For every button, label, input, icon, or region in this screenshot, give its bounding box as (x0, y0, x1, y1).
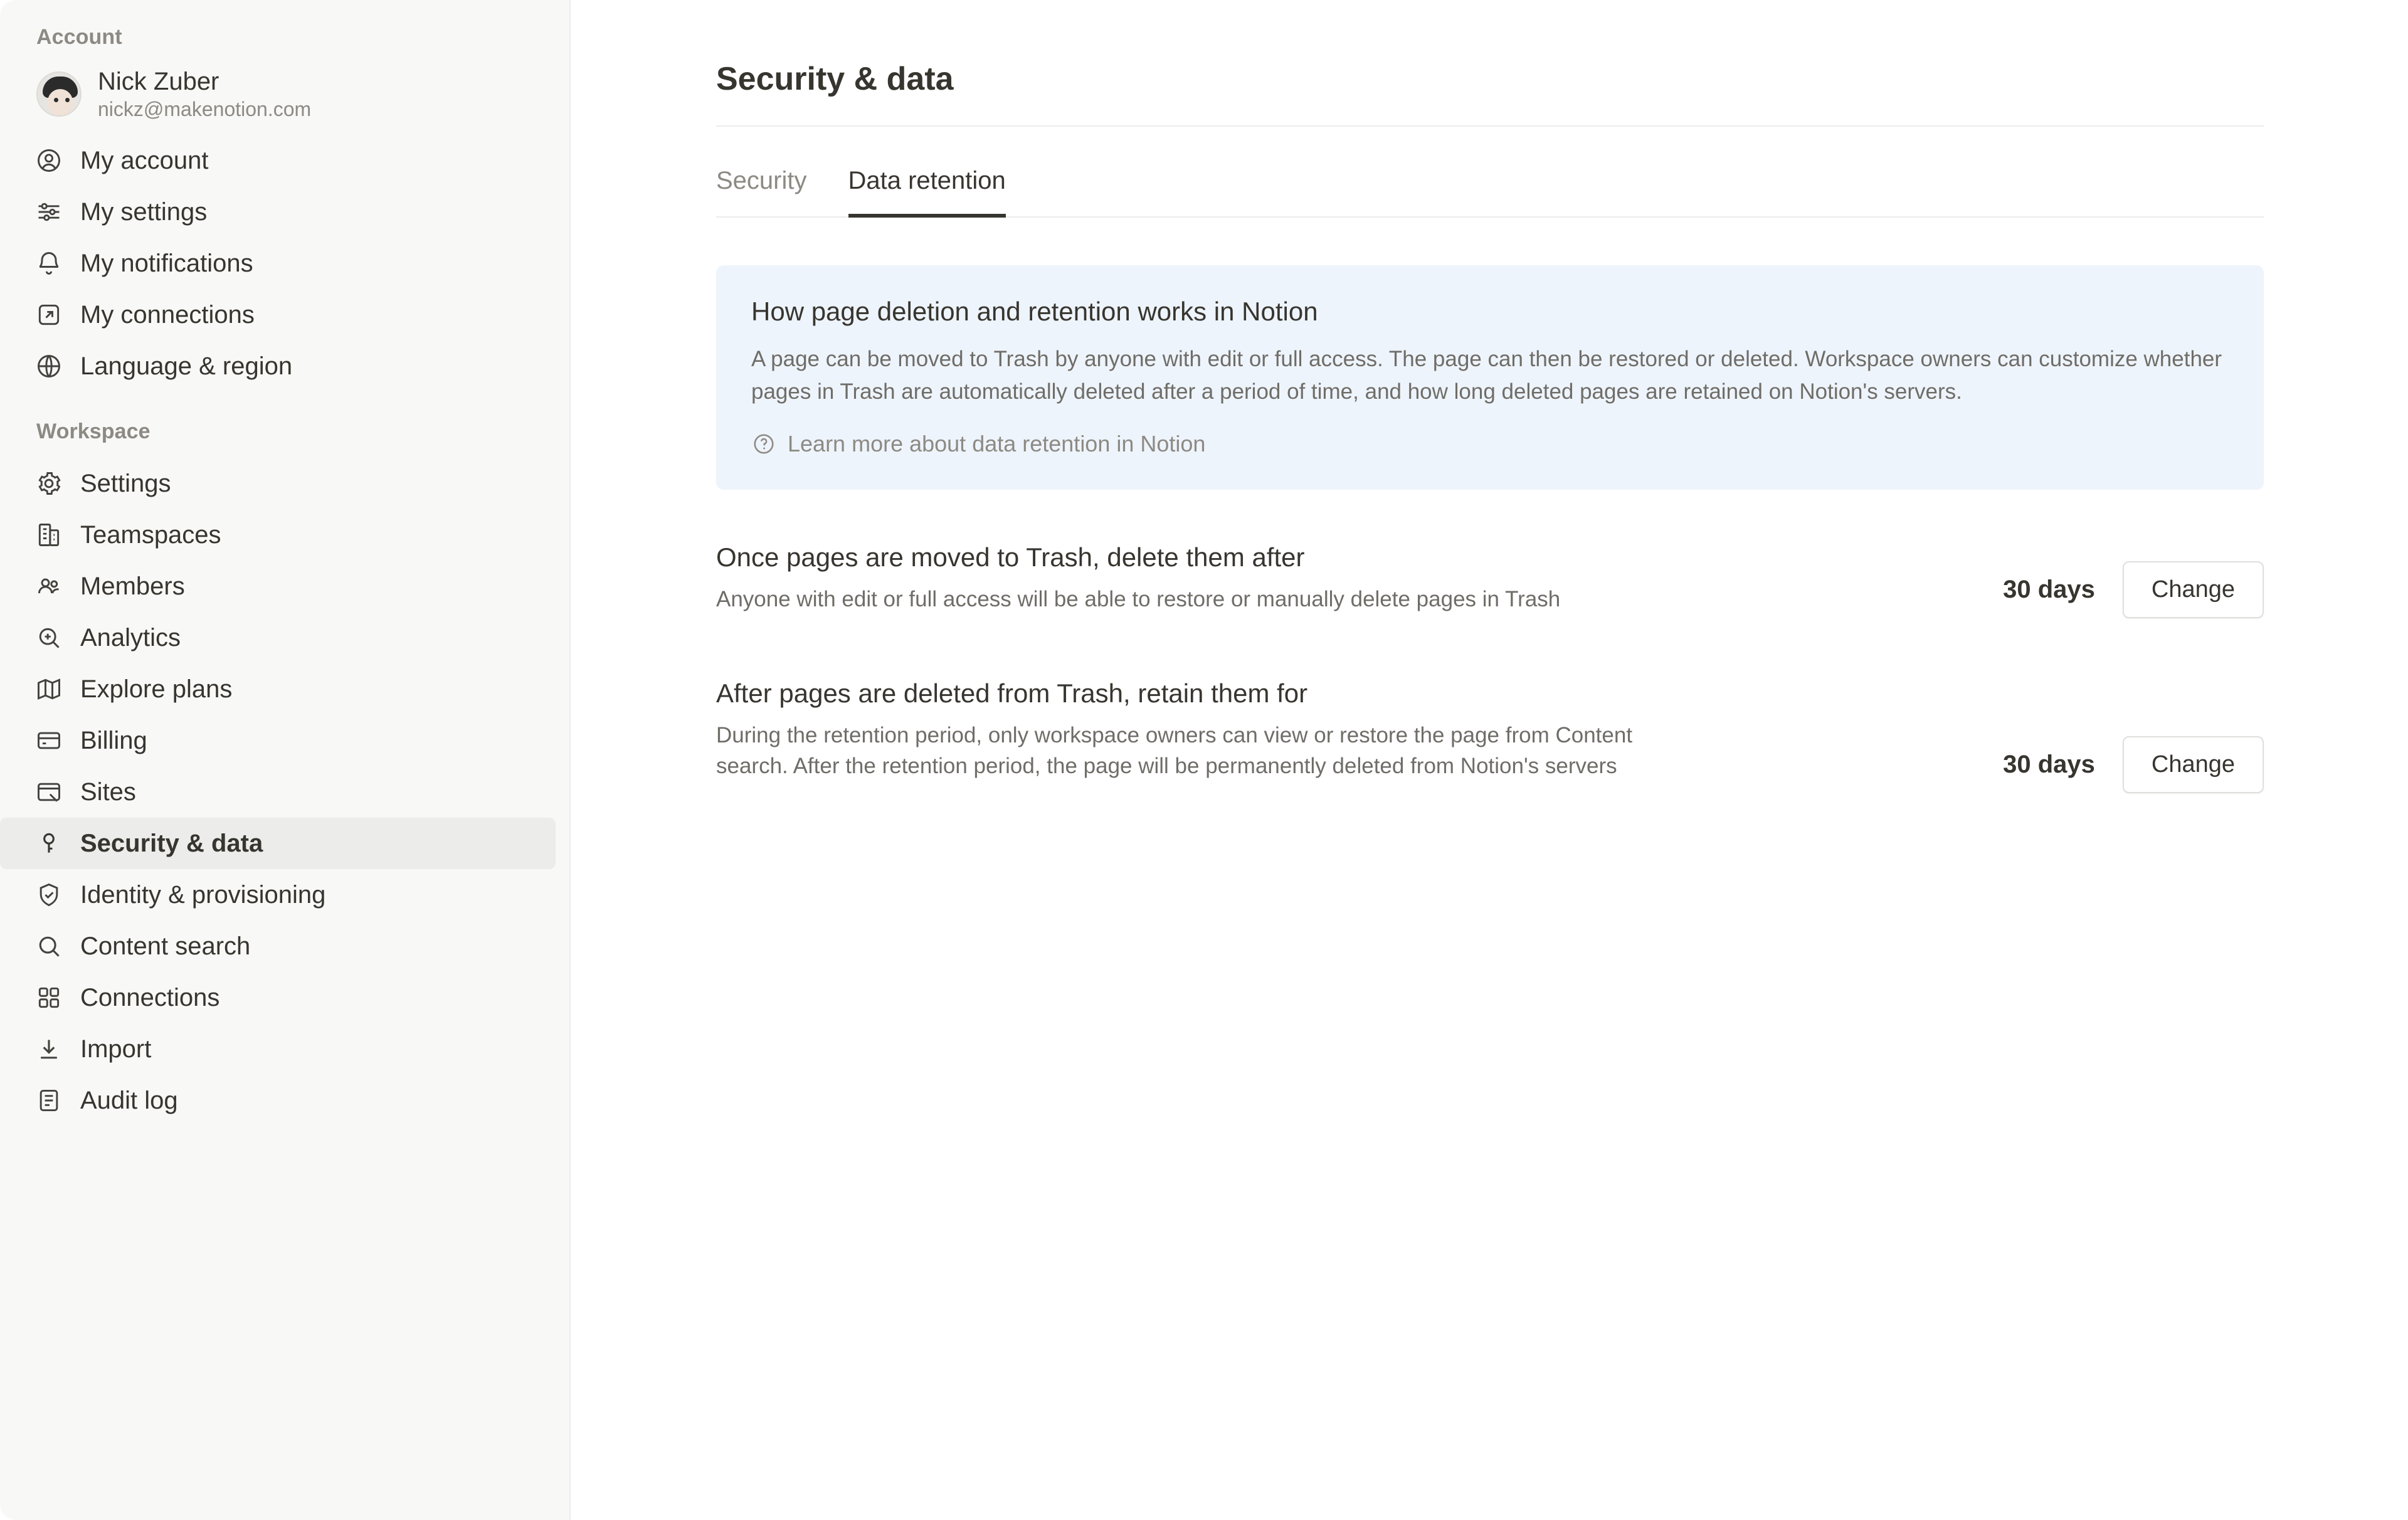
sidebar-item-connections[interactable] (0, 972, 556, 1023)
sidebar-item-label: My connections (80, 301, 255, 329)
people-icon (34, 571, 64, 601)
learn-more-link[interactable] (751, 431, 2229, 457)
sidebar-item-sites[interactable] (0, 766, 556, 818)
sidebar-item-security-and-data[interactable] (0, 818, 556, 869)
tab-bar (716, 142, 2264, 218)
gear-icon (34, 468, 64, 499)
credit-card-icon (34, 726, 64, 756)
setting-value: 30 days (2003, 750, 2095, 778)
change-button-trash-delete-after[interactable]: Change (2123, 561, 2264, 618)
sidebar-item-label: Explore plans (80, 675, 233, 704)
sidebar-item-audit-log[interactable] (0, 1075, 556, 1126)
setting-description: Anyone with edit or full access will be able to restore or manually delete pages in Trash (716, 586, 1561, 611)
sidebar-section-workspace: Workspace (36, 420, 150, 444)
setting-row-retention-period (716, 678, 2264, 793)
download-arrow-icon (34, 1034, 64, 1064)
sidebar-item-label: My account (80, 147, 209, 175)
sidebar-item-label: Settings (80, 470, 171, 498)
sidebar-item-label: Teamspaces (80, 521, 221, 549)
sidebar-item-my-connections[interactable] (0, 289, 556, 340)
tab-security[interactable]: Security (716, 167, 807, 194)
sidebar-item-label: Security & data (80, 830, 263, 858)
learn-more-label: Learn more about data retention in Notion (788, 430, 1206, 457)
sidebar-item-explore-plans[interactable] (0, 663, 556, 715)
sliders-icon (34, 197, 64, 227)
search-icon (34, 931, 64, 961)
sidebar-item-my-notifications[interactable] (0, 238, 556, 289)
setting-description: During the retention period, only workspace owners can view or restore the page from Content search. After the retention period, the page will be permanently deleted from Notion's servers (716, 722, 1633, 779)
main-panel (571, 0, 2408, 1520)
globe-icon (34, 351, 64, 381)
sidebar-item-settings[interactable] (0, 458, 556, 509)
sidebar-item-label: My settings (80, 198, 208, 226)
magnifier-plus-icon (34, 623, 64, 653)
sidebar-item-my-account[interactable] (0, 135, 556, 186)
user-circle-icon (34, 145, 64, 176)
bell-icon (34, 248, 64, 278)
sidebar-item-label: My notifications (80, 250, 253, 278)
map-icon (34, 674, 64, 704)
question-circle-icon (751, 431, 776, 457)
sidebar-item-label: Language & region (80, 352, 293, 381)
sidebar-item-label: Analytics (80, 624, 181, 652)
callout-body: A page can be moved to Trash by anyone with edit or full access. The page can then be restored or deleted. Workspace owners can customize whether pages in Trash are automatically deleted after a period of time, and how long deleted pages are retained on Notion's servers. (751, 347, 2222, 404)
avatar (36, 71, 82, 117)
sidebar-item-import[interactable] (0, 1023, 556, 1075)
setting-title: Once pages are moved to Trash, delete them after (716, 542, 1305, 572)
sidebar-item-label: Connections (80, 984, 220, 1012)
sidebar-item-label: Members (80, 573, 185, 601)
account-email: nickz@makenotion.com (98, 98, 312, 120)
setting-value: 30 days (2003, 575, 2095, 603)
callout-title: How page deletion and retention works in Notion (751, 297, 1318, 326)
arrow-up-right-box-icon (34, 300, 64, 330)
page-title: Security & data (716, 60, 2264, 127)
sidebar-item-label: Import (80, 1035, 152, 1063)
tab-data-retention[interactable]: Data retention (848, 143, 1006, 218)
sidebar-item-teamspaces[interactable] (0, 509, 556, 561)
setting-row-trash-delete-after (716, 542, 2264, 618)
building-icon (34, 520, 64, 550)
sidebar-item-label: Billing (80, 727, 147, 755)
sidebar-item-label: Sites (80, 778, 136, 806)
browser-window-icon (34, 777, 64, 807)
sidebar-item-members[interactable] (0, 561, 556, 612)
account-row[interactable] (0, 63, 569, 135)
scroll-list-icon (34, 1085, 64, 1116)
sidebar-item-my-settings[interactable] (0, 186, 556, 238)
key-icon (34, 828, 64, 858)
grid-icon (34, 983, 64, 1013)
info-callout (716, 265, 2264, 490)
sidebar-item-identity-provisioning[interactable] (0, 869, 556, 921)
sidebar-item-label: Audit log (80, 1087, 178, 1115)
account-name: Nick Zuber (98, 68, 219, 95)
change-button-retention-period[interactable]: Change (2123, 736, 2264, 793)
sidebar-item-analytics[interactable] (0, 612, 556, 663)
shield-check-icon (34, 880, 64, 910)
sidebar-item-label: Identity & provisioning (80, 881, 326, 909)
sidebar-item-content-search[interactable] (0, 921, 556, 972)
sidebar-item-language-region[interactable] (0, 340, 556, 392)
setting-title: After pages are deleted from Trash, retain them for (716, 678, 1308, 708)
sidebar-section-account: Account (36, 25, 122, 49)
sidebar-item-label: Content search (80, 932, 251, 961)
sidebar-item-billing[interactable] (0, 715, 556, 766)
settings-sidebar (0, 0, 571, 1520)
